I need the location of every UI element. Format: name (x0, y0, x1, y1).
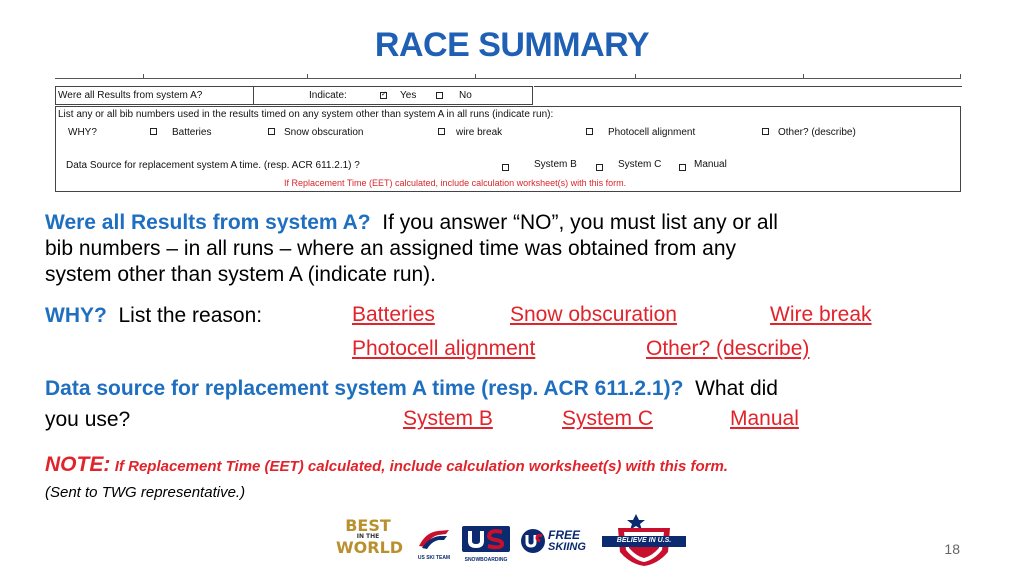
why-heading: WHY? (45, 304, 107, 327)
form-data-source-label: Data Source for replacement system A time. (resp. ACR 611.2.1) ? (66, 160, 360, 171)
form-q1-label: Were all Results from system A? (56, 87, 254, 104)
form-system-c-checkbox[interactable] (596, 164, 603, 171)
us-snowboarding-logo: SNOWBOARDING (462, 526, 510, 560)
form-no-label: No (459, 90, 472, 101)
best-in-the-world-logo: BEST IN THE WORLD (336, 516, 404, 557)
form-photocell-label: Photocell alignment (608, 127, 696, 138)
results-question-heading: Were all Results from system A? (45, 211, 371, 234)
source-manual[interactable]: Manual (730, 407, 799, 430)
reason-wire-break[interactable]: Wire break (770, 303, 872, 326)
data-source-text-2: you use? (45, 408, 131, 431)
results-question-text-3: system other than system A (indicate run). (45, 263, 437, 286)
form-manual-label: Manual (694, 159, 727, 170)
form-indicate-cell (254, 87, 534, 104)
form-wire-checkbox[interactable] (438, 128, 445, 135)
form-yes-checkbox[interactable] (380, 92, 387, 99)
why-line (45, 303, 262, 329)
form-list-label: List any or all bib numbers used in the results timed on any system other than system A in all runs (indicate run): (58, 109, 554, 120)
form-manual-checkbox[interactable] (679, 164, 686, 171)
us-ski-team-logo: US SKI TEAM (416, 528, 452, 560)
form-batteries-label: Batteries (172, 127, 212, 138)
form-note: If Replacement Time (EET) calculated, include calculation worksheet(s) with this form. (284, 178, 627, 188)
form-no-checkbox[interactable] (436, 92, 443, 99)
form-box-list (55, 106, 961, 192)
page-number: 18 (944, 541, 960, 557)
form-other-checkbox[interactable] (762, 128, 769, 135)
form-batteries-checkbox[interactable] (150, 128, 157, 135)
form-row-q1 (55, 86, 533, 105)
form-top-border (55, 78, 961, 79)
results-question-text-1: If you answer “NO”, you must list any or all (382, 211, 778, 234)
data-source-text-1: What did (695, 377, 778, 400)
data-source-heading: Data source for replacement system A time (resp. ACR 611.2.1)? (45, 377, 684, 400)
form-snow-label: Snow obscuration (284, 127, 364, 138)
results-question-text-2: bib numbers – in all runs – where an assigned time was obtained from any (45, 237, 737, 260)
note-lead: NOTE: (45, 453, 111, 476)
form-system-c-label: System C (618, 159, 662, 170)
form-indicate-label: Indicate: (309, 90, 347, 101)
reason-snow-obscuration[interactable]: Snow obscuration (510, 303, 677, 326)
slide-title: RACE SUMMARY (374, 26, 650, 64)
form-photocell-checkbox[interactable] (586, 128, 593, 135)
source-system-b[interactable]: System B (403, 407, 493, 430)
sent-to-twg: (Sent to TWG representative.) (45, 484, 246, 501)
form-why-label: WHY? (68, 127, 97, 138)
note-text: If Replacement Time (EET) calculated, include calculation worksheet(s) with this form. (114, 458, 728, 475)
form-snippet (55, 78, 961, 193)
us-snowboarding-mark-icon (462, 526, 510, 552)
paragraph-results-question (45, 210, 985, 288)
form-other-label: Other? (describe) (778, 127, 856, 138)
data-source-line (45, 376, 778, 402)
form-yes-label: Yes (400, 90, 417, 101)
reason-batteries[interactable]: Batteries (352, 303, 435, 326)
why-text: List the reason: (118, 304, 263, 327)
source-system-c[interactable]: System C (562, 407, 654, 430)
form-system-b-checkbox[interactable] (502, 164, 509, 171)
note-line (45, 453, 728, 477)
us-freeskiing-logo: FREE SKIING (520, 528, 596, 558)
form-system-b-label: System B (534, 159, 577, 170)
us-ski-team-mark-icon (416, 528, 452, 550)
reason-photocell-alignment[interactable]: Photocell alignment (352, 337, 536, 360)
believe-in-us-logo: BELIEVE IN U.S. (598, 512, 690, 568)
form-wire-label: wire break (456, 127, 503, 138)
reason-other[interactable]: Other? (describe) (646, 337, 810, 360)
us-freeskiing-mark-icon (520, 528, 546, 554)
form-snow-checkbox[interactable] (268, 128, 275, 135)
